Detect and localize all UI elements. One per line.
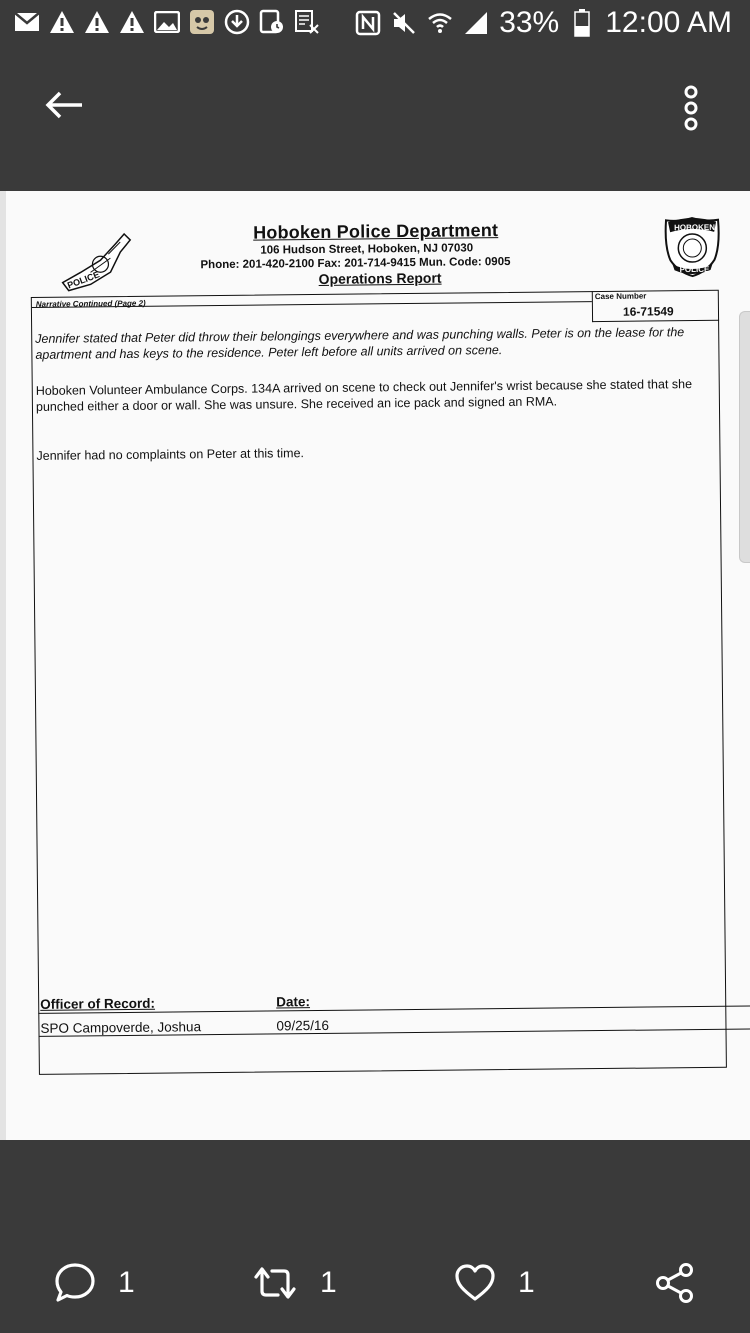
city-seal-icon (662, 216, 723, 279)
reply-button[interactable] (54, 1260, 135, 1306)
clock: 12:00 AM (605, 6, 732, 39)
signal-icon (463, 10, 489, 36)
case-number-label: Case Number (594, 291, 647, 302)
report-date: 09/25/16 (276, 1017, 330, 1034)
status-bar (0, 0, 750, 50)
warning-icon (119, 9, 145, 35)
action-bar (0, 1140, 750, 1333)
seal-top-text: HOBOKEN (674, 222, 716, 233)
narrative-box (31, 290, 727, 1075)
nfc-icon (355, 10, 381, 36)
retweet-count: 1 (320, 1266, 337, 1299)
report-title: Operations Report (318, 269, 442, 287)
seal-bottom-text: POLICE (679, 264, 710, 275)
share-icon (654, 1262, 696, 1304)
narrative-label: Narrative Continued (Page 2) (35, 298, 146, 309)
page-edge (0, 191, 6, 1140)
battery-percent: 33% (499, 6, 560, 39)
app-notification-icon (189, 9, 215, 35)
report-page (28, 213, 750, 1121)
like-button[interactable] (454, 1260, 535, 1306)
heart-icon (454, 1263, 496, 1303)
warning-icon (84, 9, 110, 35)
department-phone: Phone: 201-420-2100 Fax: 201-714-9415 Mun. Code: 0905 (200, 255, 511, 272)
department-address: 106 Hudson Street, Hoboken, NJ 07030 (260, 242, 474, 257)
officer-name: SPO Campoverde, Joshua (40, 1019, 202, 1036)
arrow-left-icon (44, 90, 84, 120)
battery-icon (569, 10, 595, 36)
document-image[interactable] (0, 191, 750, 1140)
police-badge-icon (60, 232, 133, 293)
mail-icon (14, 9, 40, 35)
share-button[interactable] (654, 1260, 696, 1306)
warning-icon (49, 9, 75, 35)
more-vertical-icon (676, 84, 706, 136)
retweet-icon (252, 1263, 298, 1303)
notification-icons (14, 9, 320, 35)
date-label: Date: (276, 994, 311, 1010)
retweet-button[interactable] (252, 1260, 337, 1306)
schedule-icon (259, 9, 285, 35)
app-bar (0, 50, 750, 190)
screenshot-icon (294, 9, 320, 35)
department-name: Hoboken Police Department (253, 220, 499, 243)
narrative-paragraph: Jennifer had no complaints on Peter at this time. (36, 446, 305, 463)
mute-icon (391, 10, 417, 36)
case-number: 16-71549 (622, 304, 674, 319)
narrative-paragraph: Jennifer stated that Peter did throw their belongings everywhere and was punching walls. Peter is on the lease for the apartment and has keys to the residence. Peter left before all units arrived on scene. (35, 325, 685, 362)
image-icon (154, 9, 180, 35)
like-count: 1 (518, 1266, 535, 1299)
download-icon (224, 9, 250, 35)
more-options-button[interactable] (676, 84, 706, 136)
reply-count: 1 (118, 1266, 135, 1299)
wifi-icon (427, 10, 453, 36)
officer-label: Officer of Record: (40, 995, 156, 1012)
comment-icon (54, 1262, 96, 1304)
back-button[interactable] (44, 90, 94, 130)
badge-left-text: POLICE (65, 269, 101, 291)
system-status (355, 6, 732, 40)
narrative-paragraph: Hoboken Volunteer Ambulance Corps. 134A arrived on scene to check out Jennifer's wrist because she stated that she punched either a door or wall. She was unsure. She received an ice pack and signed an RMA. (35, 377, 693, 414)
case-number-box (592, 290, 719, 322)
